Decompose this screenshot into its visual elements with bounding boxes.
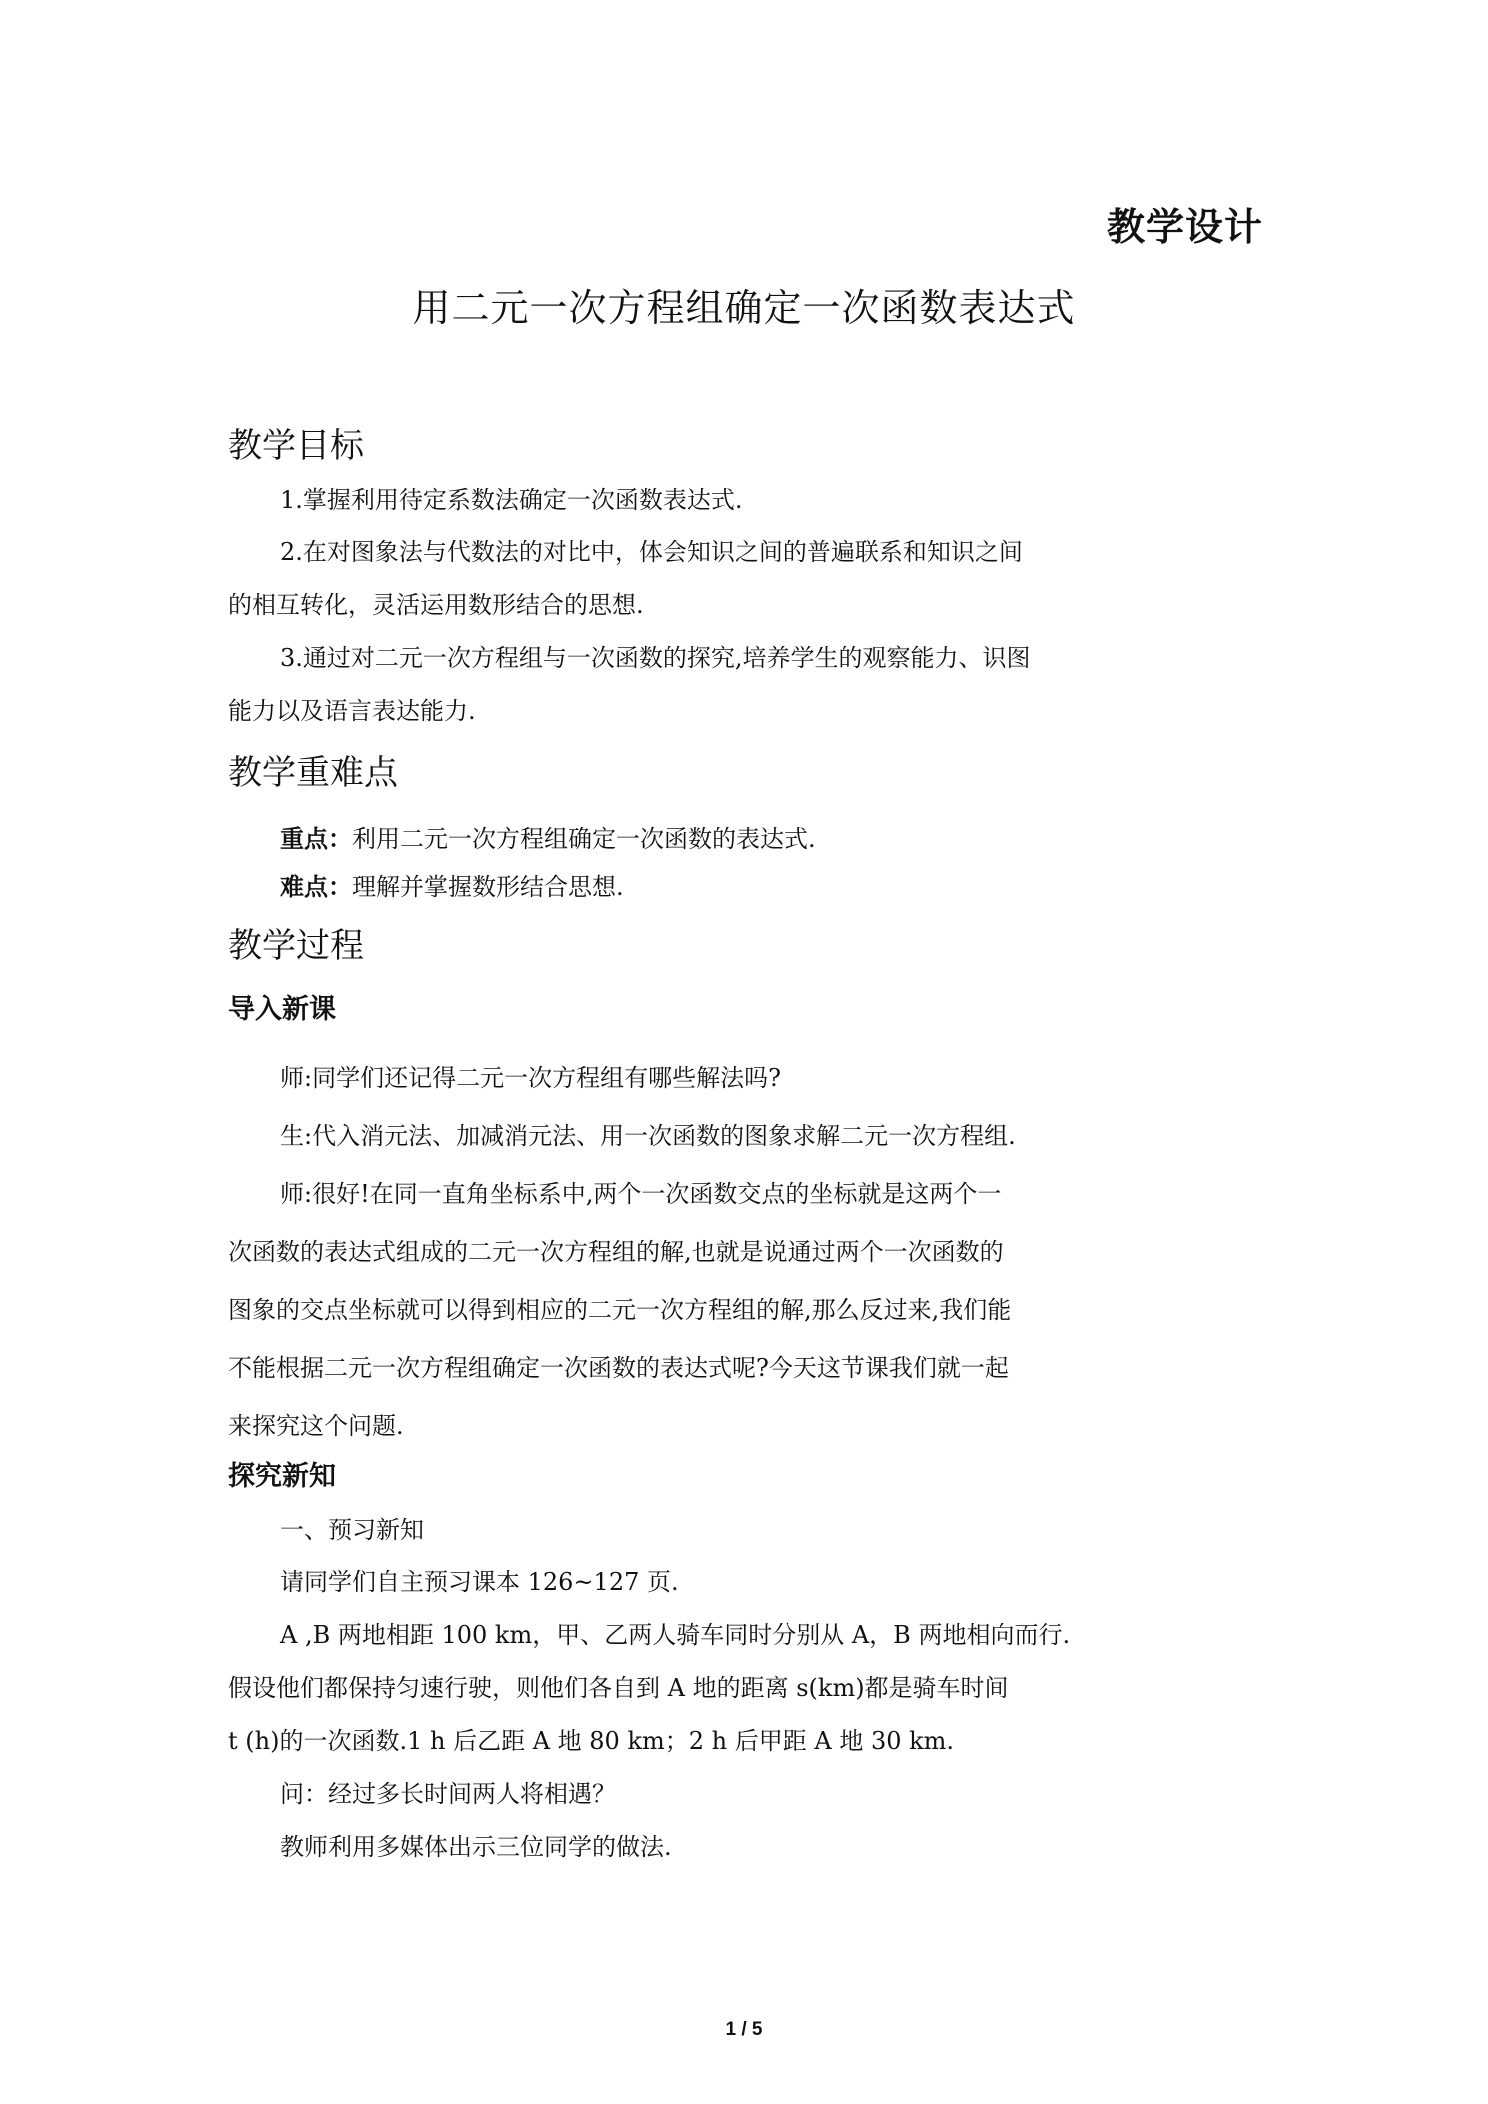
difficult-point-line [228,873,1140,901]
explore-line: 教师利用多媒体出示三位同学的做法. [280,1833,672,1861]
document-title: 用二元一次方程组确定一次函数表达式 [412,286,1076,330]
key-point-label: 重点： [280,825,352,853]
key-point-text: 利用二元一次方程组确定一次函数的表达式. [352,825,816,853]
objective-line: 的相互转化，灵活运用数形结合的思想. [228,591,644,619]
dialogue-line: 图象的交点坐标就可以得到相应的二元一次方程组的解,那么反过来,我们能 [228,1296,1012,1324]
explore-line: 请同学们自主预习课本 126~127 页. [280,1568,679,1596]
page-number: 1 / 5 [725,2019,763,2040]
explore-line: 一、预习新知 [280,1516,424,1544]
section-heading-objectives: 教学目标 [228,426,364,466]
objective-line: 1.掌握利用待定系数法确定一次函数表达式. [280,486,743,514]
explore-line: t (h)的一次函数.1 h 后乙距 A 地 80 km；2 h 后甲距 A 地 30 km. [228,1727,955,1755]
explore-line: 问：经过多长时间两人将相遇？ [280,1780,616,1808]
dialogue-line: 师:同学们还记得二元一次方程组有哪些解法吗? [280,1064,781,1092]
difficult-point-text: 理解并掌握数形结合思想. [352,873,624,901]
section-heading-key-points: 教学重难点 [228,753,398,793]
subsection-heading-intro: 导入新课 [228,994,336,1025]
document-type-label: 教学设计 [1106,205,1263,249]
difficult-point-label: 难点： [280,873,352,901]
dialogue-line: 不能根据二元一次方程组确定一次函数的表达式呢?今天这节课我们就一起 [228,1354,1009,1382]
section-heading-process: 教学过程 [228,926,364,966]
key-point-line [228,825,1140,853]
objective-line: 能力以及语言表达能力. [228,697,476,725]
dialogue-line: 师:很好!在同一直角坐标系中,两个一次函数交点的坐标就是这两个一 [280,1180,1002,1208]
dialogue-line: 次函数的表达式组成的二元一次方程组的解,也就是说通过两个一次函数的 [228,1238,1004,1266]
explore-line: A ,B 两地相距 100 km，甲、乙两人骑车同时分别从 A，B 两地相向而行. [280,1621,1071,1649]
objective-line: 3.通过对二元一次方程组与一次函数的探究,培养学生的观察能力、识图 [280,644,1031,672]
dialogue-line: 来探究这个问题. [228,1412,404,1440]
dialogue-line: 生:代入消元法、加减消元法、用一次函数的图象求解二元一次方程组. [280,1122,1016,1150]
explore-line: 假设他们都保持匀速行驶，则他们各自到 A 地的距离 s(km)都是骑车时间 [228,1674,1009,1702]
subsection-heading-explore: 探究新知 [228,1461,336,1492]
objective-line: 2.在对图象法与代数法的对比中，体会知识之间的普遍联系和知识之间 [280,538,1023,566]
